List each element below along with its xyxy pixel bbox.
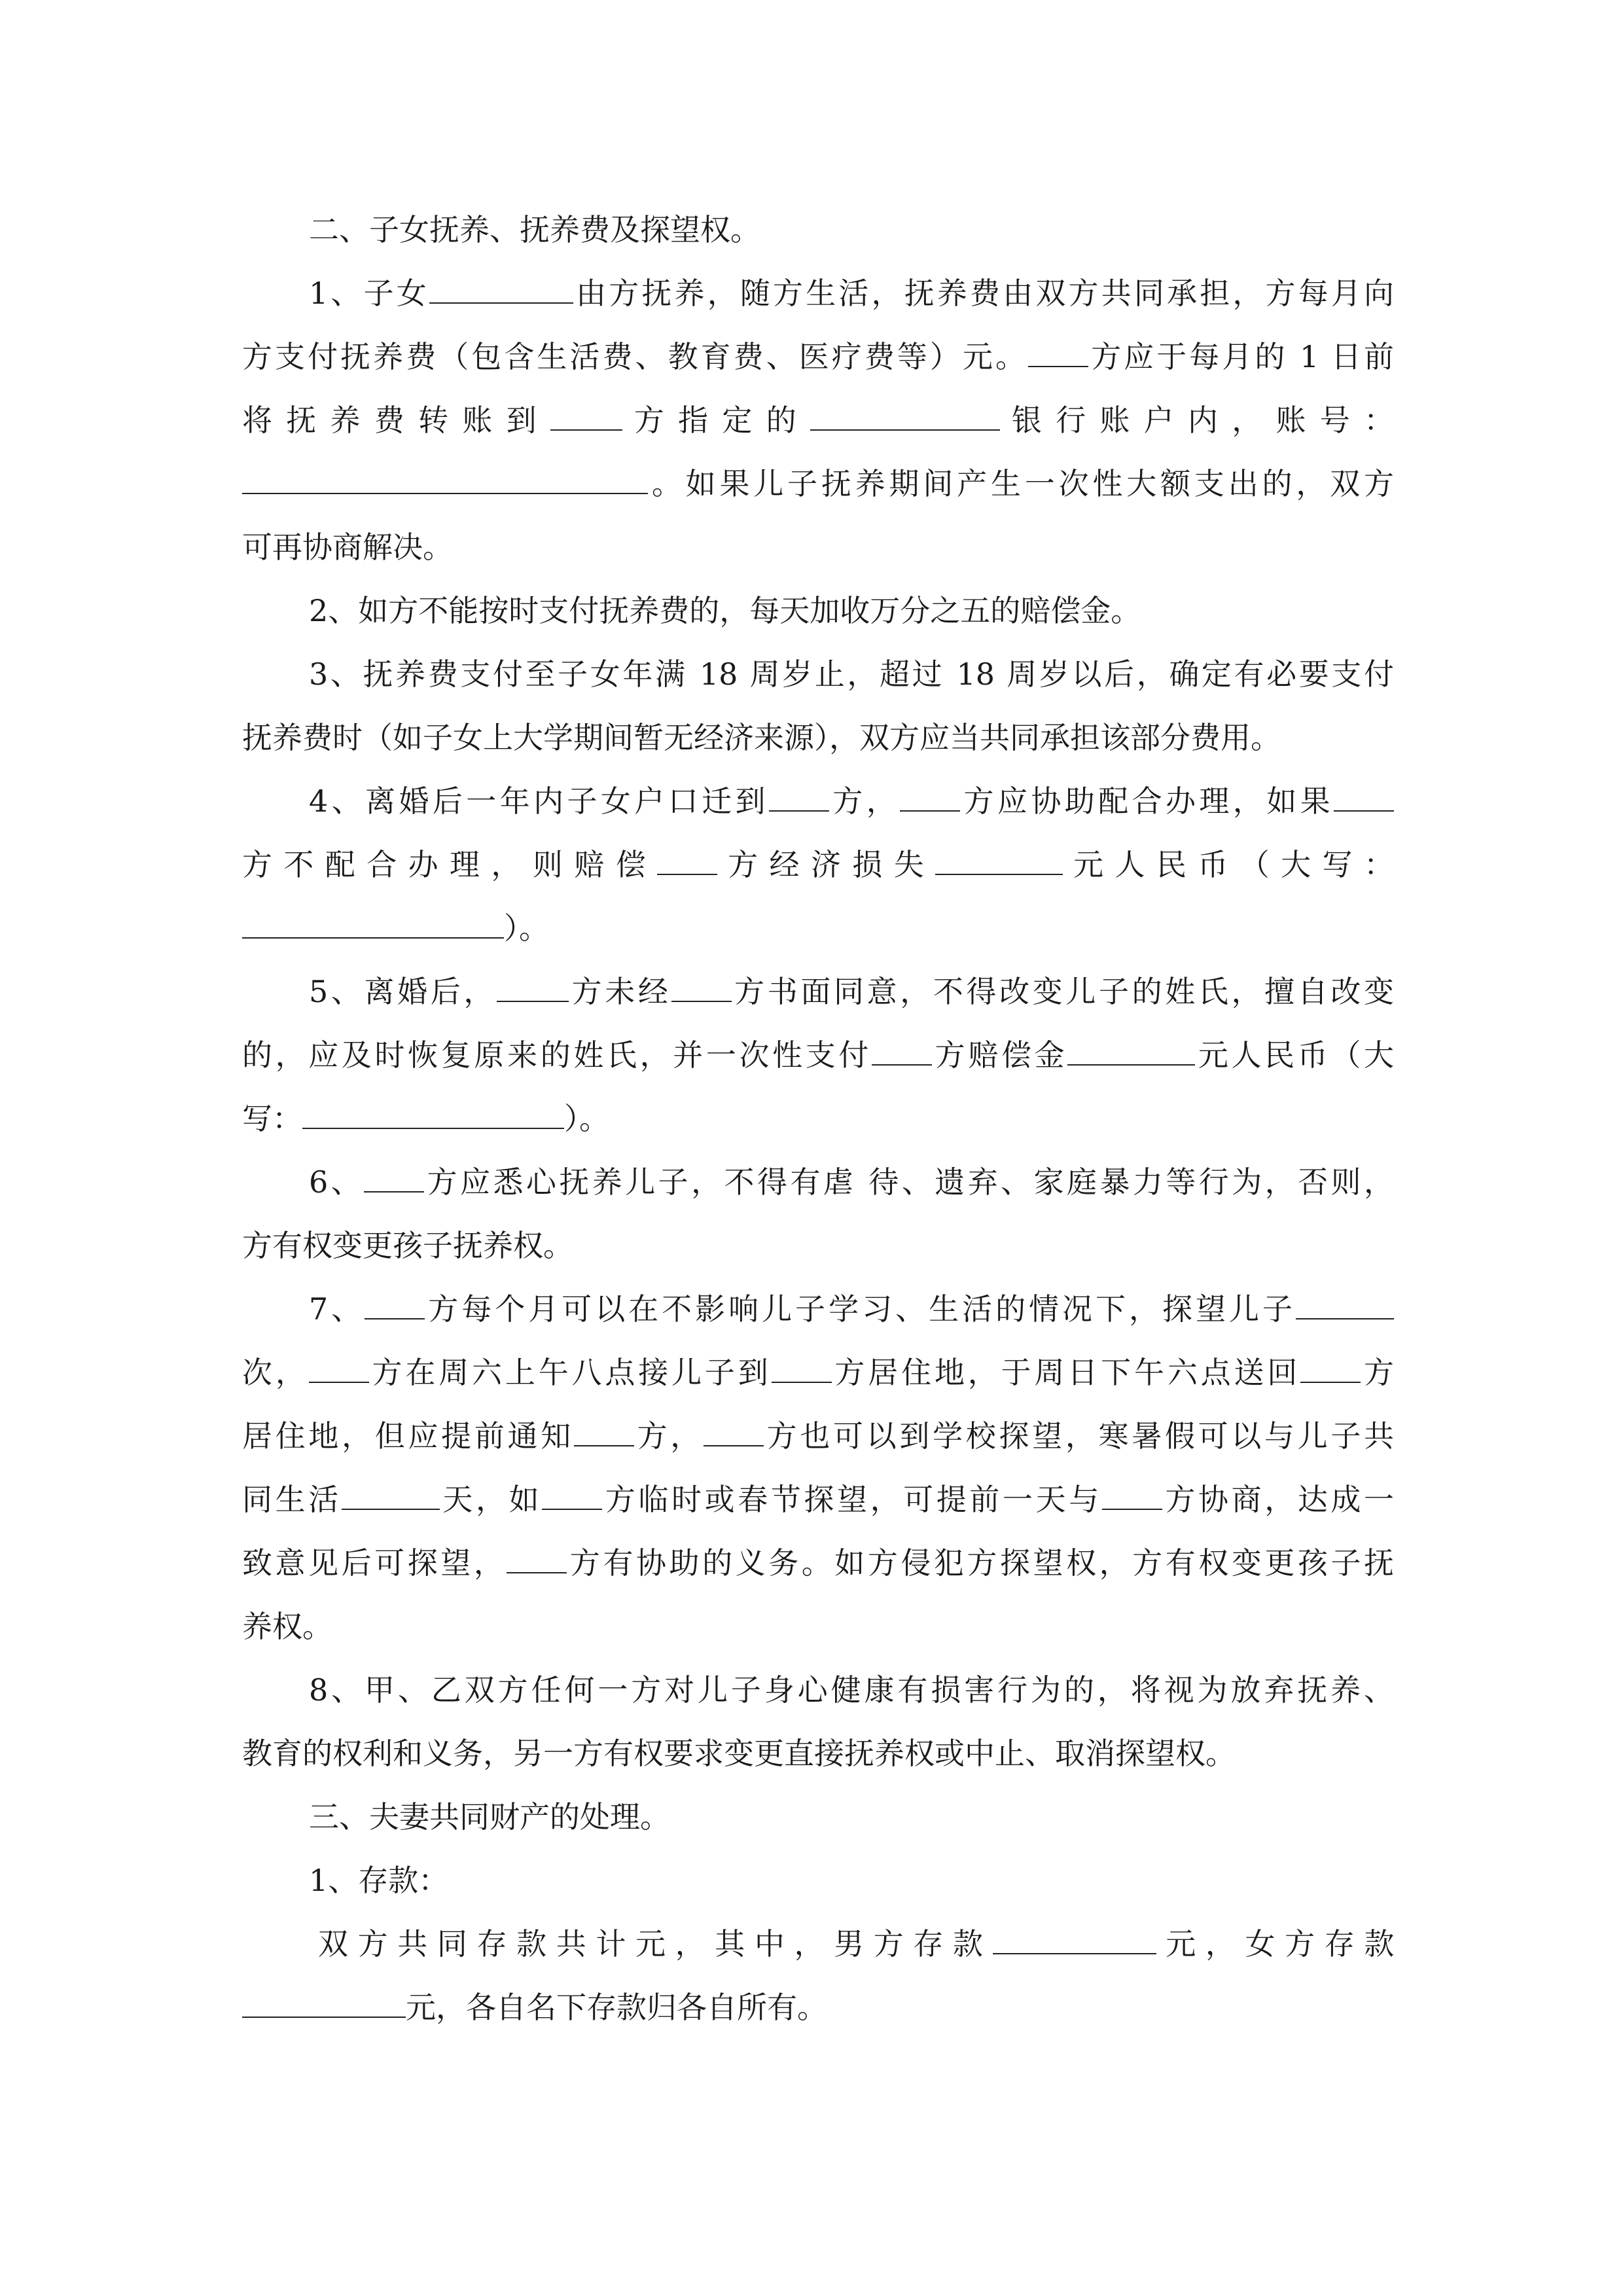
item-5-line-1: 5、离婚后， 方未经 方书面同意，不得改变儿子的姓氏，擅自改变 [242,960,1394,1024]
item-6-paragraph: 6、 方应悉心抚养儿子，不得有虐 待、遗弃、家庭暴力等行为，否则， 方有权变更孩子抚养权。 [242,1151,1394,1278]
deposit-line-1: 双 方 共 同 存 款 共 计 元 ， 其 中 ， 男 方 存 款 元 ， 女 方 存 款 [242,1912,1394,1976]
item-1-line-2: 方支付抚养费（包含生活费、教育费、医疗费等）元。 方应于每月的 1 日前 [242,325,1394,389]
item-6-line-1: 6、 方应悉心抚养儿子，不得有虐 待、遗弃、家庭暴力等行为，否则， [242,1151,1394,1214]
item-7-line-2: 次， 方在周六上午八点接儿子到 方居住地，于周日下午六点送回 方 [242,1341,1394,1405]
item-5-line-2: 的，应及时恢复原来的姓氏，并一次性支付 方赔偿金 元人民币（大 [242,1024,1394,1087]
blank-field [1334,780,1394,812]
blank-field [1296,1288,1394,1319]
blank-field [1102,1479,1162,1510]
item-1-line-4: 。如果儿子抚养期间产生一次性大额支出的，双方 [242,452,1394,516]
item-7-paragraph: 7、 方每个月可以在不影响儿子学习、生活的情况下，探望儿子 次， 方在周六上午八点接儿子到 方居住地，于周日下午六点送回 方 居住地，但应提前通知 方， 方也可以到学校探望，寒暑假可以与儿子共 同生活 天，如 方临时或春节探望，可提前一天与 方协商，达成一 致意见后可探望， 方有协助的义务。如方侵犯方探望权，方有权变更孩子抚 养权。 [242,1278,1394,1659]
blank-field [772,1352,832,1383]
blank-field [671,971,732,1002]
blank-field [365,1288,425,1319]
blank-field [1028,336,1088,367]
item-3-paragraph: 3、抚养费支付至子女年满 18 周岁止，超过 18 周岁以后，确定有必要支付 抚养费时（如子女上大学期间暂无经济来源），双方应当共同承担该部分费用。 [242,656,1394,755]
blank-field [1067,1034,1195,1066]
blank-field [872,1034,932,1066]
blank-field [342,1479,440,1510]
item-8-paragraph: 8、甲、乙双方任何一方对儿子身心健康有损害行为的，将视为放弃抚养、 教育的权利和义务，另一方有权要求变更直接抚养权或中止、取消探望权。 [242,1672,1394,1771]
blank-field [1300,1352,1361,1383]
section-3-heading: 三、夫妻共同财产的处理。 [309,1799,670,1835]
item-7-line-1: 7、 方每个月可以在不影响儿子学习、生活的情况下，探望儿子 [242,1278,1394,1341]
item-4-line-2: 方 不 配 合 办 理 ， 则 赔 偿 方 经 济 损 失 元 人 民 币 （ 大 写 ： [242,833,1394,897]
item-1-line-5: 可再协商解决。 [242,529,453,565]
blank-field [497,971,569,1002]
section-2-heading: 二、子女抚养、抚养费及探望权。 [309,212,760,247]
blank-field [309,1352,369,1383]
deposit-heading: 1、存款： [309,1863,449,1898]
blank-field [704,1415,764,1446]
item-4-line-1: 4、离婚后一年内子女户口迁到 方， 方应协助配合办理，如果 [242,770,1394,833]
blank-field [550,399,622,431]
item-2-paragraph: 2、如方不能按时支付抚养费的，每天加收万分之五的赔偿金。 [309,593,1141,628]
item-7-line-3: 居住地，但应提前通知 方， 方也可以到学校探望，寒暑假可以与儿子共 [242,1405,1394,1468]
blank-field [900,780,960,812]
blank-field [574,1415,634,1446]
blank-field [935,844,1063,875]
blank-field [657,844,717,875]
blank-field [769,780,829,812]
item-4-paragraph [242,770,1394,960]
item-5-line-3: 写： ）。 [242,1087,1394,1151]
blank-field [364,1161,424,1193]
item-7-line-5: 致意见后可探望， 方有协助的义务。如方侵犯方探望权，方有权变更孩子抚 [242,1532,1394,1595]
item-1-paragraph [242,262,1394,579]
blank-field [507,1542,567,1573]
blank-field [242,463,648,494]
deposit-paragraph [242,1912,1394,2039]
blank-field [242,1986,406,2018]
deposit-line-2: 元，各自名下存款归各自所有。 [242,1976,1394,2039]
item-1-line-3: 将 抚 养 费 转 账 到 方 指 定 的 银 行 账 户 内 ， 账 号 ： [242,389,1394,452]
item-7-line-4: 同生活 天，如 方临时或春节探望，可提前一天与 方协商，达成一 [242,1468,1394,1532]
item-5-paragraph [242,960,1394,1151]
item-1-line-1: 1、子女 由方抚养，随方生活，抚养费由双方共同承担，方每月向 [242,262,1394,325]
item-4-line-3: ）。 [242,897,1394,960]
blank-field [993,1923,1156,1954]
blank-field [810,399,1000,431]
blank-field [242,907,504,939]
blank-field [302,1098,564,1129]
blank-field [542,1479,602,1510]
blank-field [429,272,573,304]
